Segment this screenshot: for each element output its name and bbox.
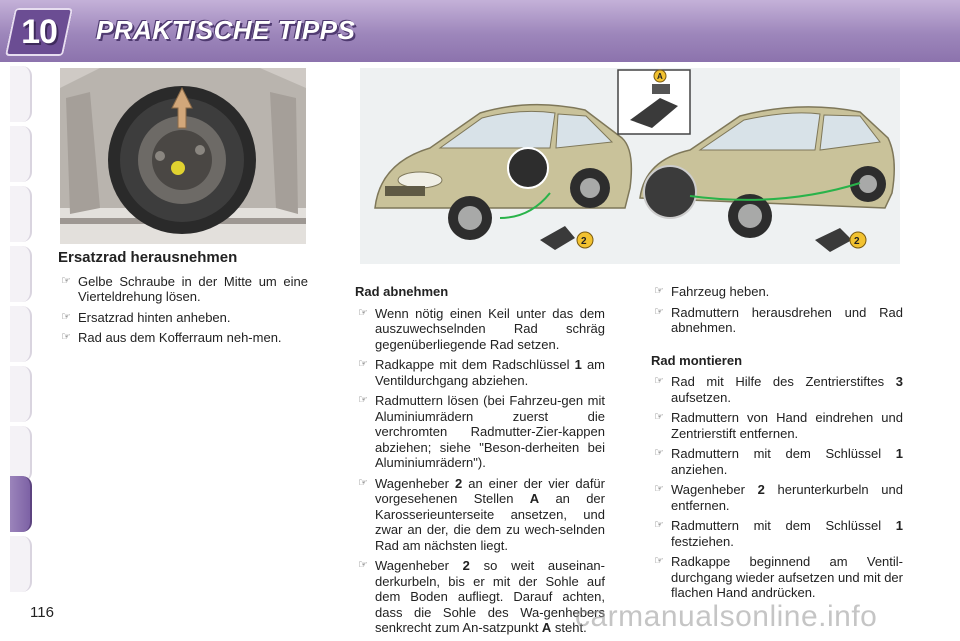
chapter-tab-active[interactable]: [10, 476, 32, 532]
section-title: Ersatzrad herausnehmen: [58, 249, 238, 266]
jack-inset: [618, 70, 690, 134]
list-item: ☞ Wagenheber 2 so weit auseinan-derkurbeln, bis er mit der Sohle auf dem Boden aufliegt. Darauf achten, dass die Sohle des Wa-genhebers senkrecht zum An-satzpunkt A steht.: [358, 558, 605, 635]
list-item: ☞ Gelbe Schraube in der Mitte um eine Vierteldrehung lösen.: [61, 273, 308, 304]
hand-pointer-icon: ☞: [358, 358, 368, 370]
page-header: [0, 0, 960, 62]
trunk-illustration: [60, 68, 306, 244]
jack-and-car-illustration: [360, 68, 900, 264]
callout-2-right-label: 2: [854, 236, 860, 247]
hand-pointer-icon: ☞: [61, 310, 71, 323]
watermark: carmanualsonline.info: [575, 600, 878, 633]
list-item: ☞ Rad aus dem Kofferraum neh-men.: [61, 330, 282, 345]
page-title: PRAKTISCHE TIPPS: [96, 15, 356, 45]
hand-pointer-icon: ☞: [654, 411, 664, 423]
list-item: ☞ Radkappe mit dem Radschlüssel 1 am Ventildurchgang abziehen.: [358, 357, 606, 388]
hand-pointer-icon: ☞: [654, 375, 664, 387]
chapter-tab[interactable]: [10, 126, 32, 182]
list-item: ☞ Radmuttern von Hand eindrehen und Zentrierstift entfernen.: [654, 410, 903, 441]
list-item: ☞ Rad mit Hilfe des Zentrierstiftes 3 aufsetzen.: [654, 374, 903, 405]
list-item: ☞ Radmuttern mit dem Schlüssel 1 anziehen.: [654, 446, 903, 477]
chapter-tab[interactable]: [10, 366, 32, 422]
hand-pointer-icon: ☞: [358, 394, 368, 406]
hand-pointer-icon: ☞: [654, 285, 664, 297]
page-number: 116: [30, 604, 54, 621]
section-mount-wheel: [651, 284, 903, 606]
list-item: ☞ Radmuttern herausdrehen und Rad abnehmen.: [654, 304, 903, 335]
list-item: ☞ Radmuttern lösen (bei Fahrzeu-gen mit Aluminiumrädern zuerst die verchromten Radmutter-Zier-kappen abziehen; siehe "Beson-derheiten bei Aluminiumrädern").: [358, 393, 605, 470]
chapter-tab[interactable]: [10, 536, 32, 592]
list-item: ☞ Wenn nötig einen Keil unter das dem auszuwechselnden Rad schräg gegenüberliegende Rad setzen.: [358, 305, 605, 352]
section-remove-spare: [58, 250, 308, 351]
chapter-tab[interactable]: [10, 66, 32, 122]
list-item: ☞ Ersatzrad hinten anheben.: [61, 309, 231, 325]
spare-wheel-photo: [60, 68, 306, 244]
chapter-tabs: [0, 66, 34, 576]
hand-pointer-icon: ☞: [654, 483, 664, 495]
hand-pointer-icon: ☞: [358, 306, 368, 319]
hand-pointer-icon: ☞: [654, 305, 664, 318]
list-item: ☞ Fahrzeug heben.: [654, 284, 770, 299]
hand-pointer-icon: ☞: [654, 447, 664, 459]
chapter-number: 10: [21, 13, 57, 51]
hand-pointer-icon: ☞: [358, 559, 368, 571]
list-item: ☞ Radkappe beginnend am Ventil-durchgang wieder aufsetzen und mit der flachen Hand andrücken.: [654, 554, 903, 600]
list-item: ☞ Wagenheber 2 an einer der vier dafür vorgesehenen Stellen A an der Karosserieunterseite ansetzen, und zwar an der, die dem zu wech-selnden Rad am nächsten liegt.: [358, 475, 605, 553]
chapter-tab[interactable]: [10, 186, 32, 242]
hand-pointer-icon: ☞: [654, 555, 664, 567]
chapter-tab[interactable]: [10, 306, 32, 362]
hand-pointer-icon: ☞: [61, 331, 71, 343]
section-remove-wheel: [355, 284, 605, 641]
section-title: Rad abnehmen: [355, 284, 449, 299]
section-title: Rad montieren: [651, 352, 743, 368]
hand-pointer-icon: ☞: [654, 519, 664, 531]
list-item: ☞ Radmuttern mit dem Schlüssel 1 festziehen.: [654, 518, 903, 549]
hand-pointer-icon: ☞: [61, 274, 71, 287]
car-illustration: [360, 68, 900, 264]
hand-pointer-icon: ☞: [358, 476, 368, 489]
callout-2-left-label: 2: [581, 236, 587, 247]
chapter-tab[interactable]: [10, 426, 32, 482]
callout-a-label: A: [657, 72, 663, 81]
chapter-tab[interactable]: [10, 246, 32, 302]
list-item: ☞ Wagenheber 2 herunterkurbeln und entfernen.: [654, 482, 903, 513]
